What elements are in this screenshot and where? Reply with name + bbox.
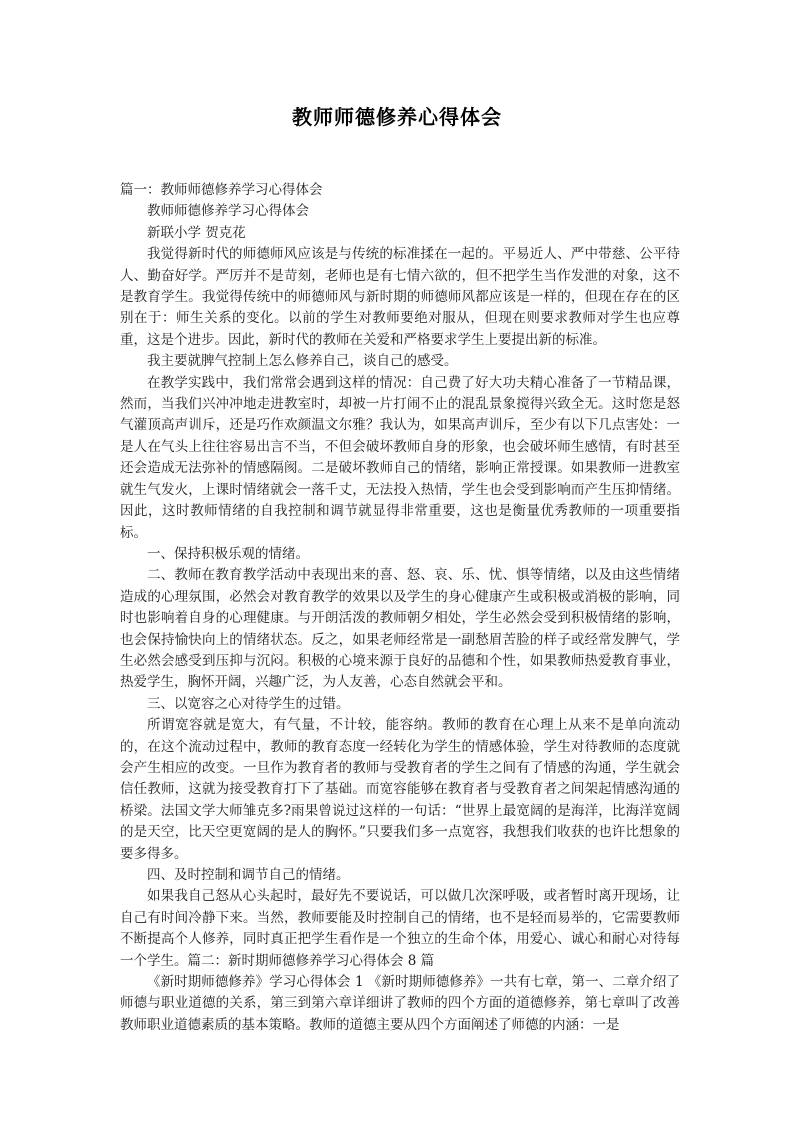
body-paragraph: 在教学实践中，我们常常会遇到这样的情况：自己费了好大功夫精心准备了一节精品课，然而，当我们兴冲冲地走进教室时，却被一片打闹不止的混乱景象搅得兴致全无。这时您是怒气灌顶高声训斥，还是巧作欢颜温文尔雅？我认为，如果高声训斥，至少有以下几点害处：一是人在气头上往往容易出言不当，不但会破坏教师自身的形象，也会破坏师生感情，有时甚至还会造成无法弥补的情感隔阂。二是破坏教师自己的情绪，影响正常授课。如果教师一进教室就生气发火，上课时情绪就会一落千丈，无法投入热情，学生也会受到影响而产生压抑情绪。因此，这时教师情绪的自我控制和调节就显得非常重要，这也是衡量优秀教师的一项重要指标。 bbox=[120, 374, 680, 541]
author-line: 新联小学 贺克花 bbox=[147, 224, 246, 241]
subheading: 一、保持积极乐观的情绪。 bbox=[147, 545, 309, 562]
body-paragraph: 所谓宽容就是宽大，有气量，不计较，能容纳。教师的教育在心理上从来不是单向流动的，在这个流动过程中，教师的教育态度一经转化为学生的情感体验，学生对待教师的态度就会产生相应的改变。一旦作为教育者的教师与受教育者的学生之间有了情感的沟通，学生就会信任教师，这就为接受教育打下了基础。而宽容能够在教育者与受教育者之间架起情感沟通的桥梁。法国文学大师雏克多?雨果曾说过这样的一句话：“世界上最宽阔的是海洋，比海洋宽阔的是天空，比天空更宽阔的是人的胸怀。”只要我们多一点宽容，我想我们收获的也许比想象的要多得多。 bbox=[120, 717, 680, 862]
body-paragraph: 我主要就脾气控制上怎么修养自己，谈自己的感受。 bbox=[147, 353, 458, 370]
article-title: 教师师德修养学习心得体会 bbox=[147, 203, 309, 220]
body-paragraph: 我觉得新时代的师德师风应该是与传统的标准揉在一起的。平易近人、严中带慈、公平待人、勤奋好学。严厉并不是苛刻，老师也是有七情六欲的，但不把学生当作发泄的对象，这不是教育学生。我觉得传统中的师德师风与新时期的师德师风都应该是一样的，但现在存在的区别在于：师生关系的变化。以前的学生对教师要绝对服从，但现在则要求教师对学生也应尊重，这是个进步。因此，新时代的教师在关爱和严格要求学生上要提出新的标准。 bbox=[120, 246, 680, 348]
subheading: 三、以宽容之心对待学生的过错。 bbox=[147, 695, 350, 712]
body-paragraph: 二、教师在教育教学活动中表现出来的喜、怒、哀、乐、忧、惧等情绪，以及由这些情绪造成的心理氛围，必然会对教育教学的效果以及学生的身心健康产生或积极或消极的影响，同时也影响着自身的心理健康。与开朗活泼的教师朝夕相处，学生必然会受到积极情绪的影响，也会保持愉快向上的情绪状态。反之，如果老师经常是一副愁眉苦脸的样子或经常发脾气，学生必然会感受到压抑与沉闷。积极的心境来源于良好的品德和个性，如果教师热爱教育事业，热爱学生，胸怀开阔，兴趣广泛，为人友善，心态自然就会平和。 bbox=[120, 567, 680, 691]
subheading: 四、及时控制和调节自己的情绪。 bbox=[147, 867, 350, 883]
section-heading-part-one: 篇一：教师师德修养学习心得体会 bbox=[120, 182, 323, 198]
body-paragraph: 如果我自己怒从心头起时，最好先不要说话，可以做几次深呼吸，或者暂时离开现场，让自己有时间冷静下来。当然，教师要能及时控制自己的情绪，也不是轻而易举的，它需要教师不断提高个人修养，同时真正把学生看作是一个独立的生命个体，用爱心、诚心和耐心对待每一个学生。篇二：新时期师德修养学习心得体会 8 篇 bbox=[120, 888, 680, 969]
body-paragraph: 《新时期师德修养》学习心得体会 1 《新时期师德修养》一共有七章，第一、二章介绍了师德与职业道德的关系，第三到第六章详细讲了教师的四个方面的道德修养，第七章叫了改善教师职业道德素质的基本策略。教师的道德主要从四个方面阐述了师德的内涵：一是 bbox=[120, 974, 680, 1033]
document-body bbox=[120, 180, 680, 1036]
document-title: 教师师德修养心得体会 bbox=[292, 105, 502, 129]
